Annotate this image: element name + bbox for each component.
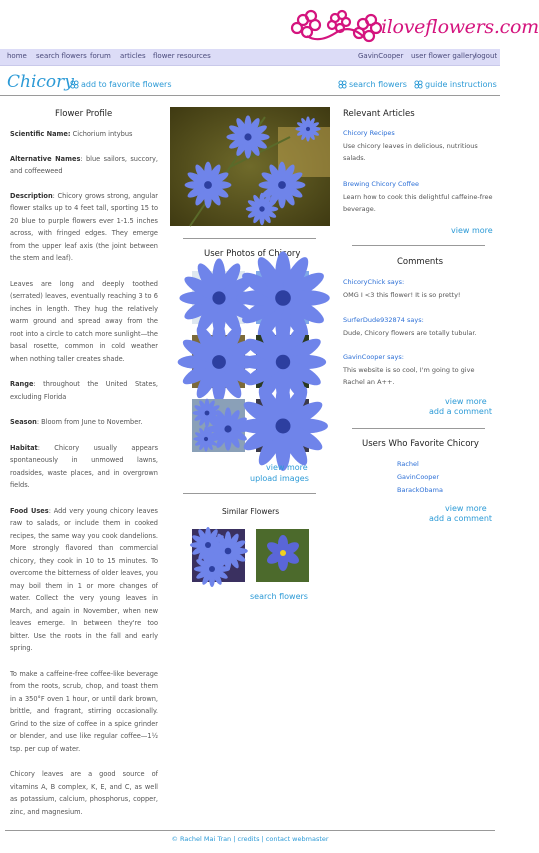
nav-logout[interactable]: logout <box>475 52 498 60</box>
favorite-user-link[interactable]: GavinCooper <box>397 473 440 481</box>
similar-flowers-heading: Similar Flowers <box>222 507 280 516</box>
nav-articles[interactable]: articles <box>120 52 146 60</box>
habitat-label: Habitat <box>10 443 38 452</box>
search-flowers-link[interactable] <box>338 80 407 89</box>
divider <box>352 428 485 429</box>
user-photo-2[interactable] <box>256 271 309 324</box>
user-photo-5[interactable] <box>192 399 245 452</box>
scientific-name-value: Cichorium intybus <box>72 130 133 138</box>
flower-icon <box>338 80 347 89</box>
comment-author-link[interactable]: SurferDude932874 says: <box>343 316 424 324</box>
upload-images-link[interactable]: upload images <box>250 474 309 483</box>
comment-item <box>343 314 493 339</box>
photos-view-more-link[interactable]: view more <box>266 463 308 472</box>
comment-text: Dude, Chicory flowers are totally tubular. <box>343 328 477 337</box>
food-uses-value-3: Chicory leaves are a good source of vitamins A, B complex, K, E, and C, as well as potassium, calcium, phosphorus, copper, zinc, and magnesium. <box>10 770 158 816</box>
similar-flower-1[interactable] <box>192 529 245 582</box>
favorites-view-more-link[interactable]: view more <box>445 504 487 513</box>
page-title: Chicory <box>7 72 74 92</box>
nav-forum[interactable]: forum <box>90 52 111 60</box>
relevant-articles-heading: Relevant Articles <box>343 109 415 119</box>
comment-author-link[interactable]: GavinCooper says: <box>343 353 404 361</box>
range-value: : throughout the United States, excluding Florida <box>10 380 158 401</box>
favorites-heading: Users Who Favorite Chicory <box>362 439 479 449</box>
scientific-name-label: Scientific Name: <box>10 130 71 138</box>
comment-text: OMG I <3 this flower! It is so pretty! <box>343 290 461 299</box>
add-favorite-label: add to favorite flowers <box>81 80 172 89</box>
guide-instructions-link[interactable] <box>414 80 497 89</box>
article-summary: Use chicory leaves in delicious, nutritious salads. <box>343 141 478 162</box>
article-title-link[interactable]: Brewing Chicory Coffee <box>343 180 420 188</box>
comments-heading: Comments <box>397 257 444 267</box>
description-value-2: Leaves are long and deeply toothed (serrated) leaves, eventually reaching 3 to 6 inches in length. They hug the relatively warm ground and spread away from the root into a circle to catch more sunlight—the basal rosette, common in cold weather when nothing taller creates shade. <box>10 279 158 363</box>
range-label: Range <box>10 380 34 388</box>
flower-profile <box>10 128 158 831</box>
hero-flower-image <box>170 107 330 226</box>
footer-divider <box>5 830 495 831</box>
add-favorite-link[interactable] <box>70 80 172 89</box>
similar-flower-2[interactable] <box>256 529 309 582</box>
nav-flower-resources[interactable]: flower resources <box>153 52 211 60</box>
divider <box>183 238 316 239</box>
flower-icon <box>70 80 79 89</box>
food-uses-label: Food Uses <box>10 506 49 515</box>
favorites-add-comment-link[interactable]: add a comment <box>429 514 493 523</box>
nav-search-flowers[interactable]: search flowers <box>36 52 87 60</box>
description-value: : Chicory grows strong, angular flower stalks up to 4 feet tall, sporting 15 to 20 blue to purple flowers ever 1-1.5 inches across, with fringed edges. They emerge from the upper leaf axis (the joint between the stem and leaf). <box>10 191 158 262</box>
favorite-user-link[interactable]: BarackObama <box>397 486 443 494</box>
flower-logo-icon <box>289 6 381 46</box>
user-photo-6[interactable] <box>256 399 309 452</box>
similar-search-flowers-link[interactable]: search flowers <box>250 592 308 601</box>
article-title-link[interactable]: Chicory Recipes <box>343 129 395 137</box>
add-comment-link[interactable]: add a comment <box>429 407 493 416</box>
comment-item <box>343 276 493 301</box>
user-photo-3[interactable] <box>192 335 245 388</box>
user-photos-heading: User Photos of Chicory <box>204 249 301 259</box>
habitat-value: : Chicory usually appears spontaneously in unmowed lawns, roadsides, waste places, and in overgrown fields. <box>10 443 158 489</box>
alt-names-value: : blue sailors, succory, and coffeeweed <box>10 154 158 175</box>
flower-icon <box>414 80 423 89</box>
footer-text[interactable]: © Rachel Mai Tran | credits | contact webmaster <box>171 835 329 843</box>
nav-user-flower-gallery[interactable]: user flower gallery <box>411 52 477 60</box>
guide-instructions-label: guide instructions <box>425 80 497 89</box>
title-bar <box>0 71 500 96</box>
comment-item <box>343 351 498 389</box>
search-flowers-label: search flowers <box>349 80 407 89</box>
alt-names-label: Alternative Names <box>10 154 81 163</box>
description-label: Description <box>10 191 53 200</box>
divider <box>183 493 316 494</box>
divider <box>352 245 485 246</box>
comments-view-more-link[interactable]: view more <box>445 397 487 406</box>
nav-user-profile[interactable]: GavinCooper <box>358 52 404 60</box>
article-item <box>343 178 493 216</box>
user-photo-4[interactable] <box>256 335 309 388</box>
article-summary: Learn how to cook this delightful caffeine-free beverage. <box>343 192 493 213</box>
main-nav <box>0 49 500 66</box>
food-uses-value: : Add very young chicory leaves raw to salads, or include them in cooked recipes, the same way you cook dandelions. More strongly flavored than commercial chicory, they cook in 10 to 15 minutes. To overcome the bitterness of older leaves, you may boil them in 1 or more changes of water. Collect the very young leaves in March, and again in November, when new leaves emerge. In between they're too bitter. Use the roots in the fall and early spring. <box>10 506 158 652</box>
site-logo[interactable] <box>289 6 539 46</box>
comment-text: This website is so cool, I'm going to give Rachel an A++. <box>343 365 475 386</box>
season-value: : Bloom from June to November. <box>36 418 143 426</box>
logo-text: iloveflowers.com <box>381 16 539 38</box>
flower-profile-heading: Flower Profile <box>55 109 113 119</box>
favorite-user-link[interactable]: Rachel <box>397 460 419 468</box>
articles-view-more-link[interactable]: view more <box>451 226 493 235</box>
food-uses-value-2: To make a caffeine-free coffee-like beverage from the roots, scrub, chop, and toast them in a 350°F oven 1 hour, or until dark brown, brittle, and fragrant, stirring occasionally. Grind to the size of coffee in a spice grinder or blender, and use like regular coffee—1½ tsp. per cup of water. <box>10 669 158 753</box>
comment-author-link[interactable]: ChicoryChick says: <box>343 278 405 286</box>
season-label: Season <box>10 418 37 426</box>
article-item <box>343 127 493 165</box>
nav-home[interactable]: home <box>7 52 27 60</box>
